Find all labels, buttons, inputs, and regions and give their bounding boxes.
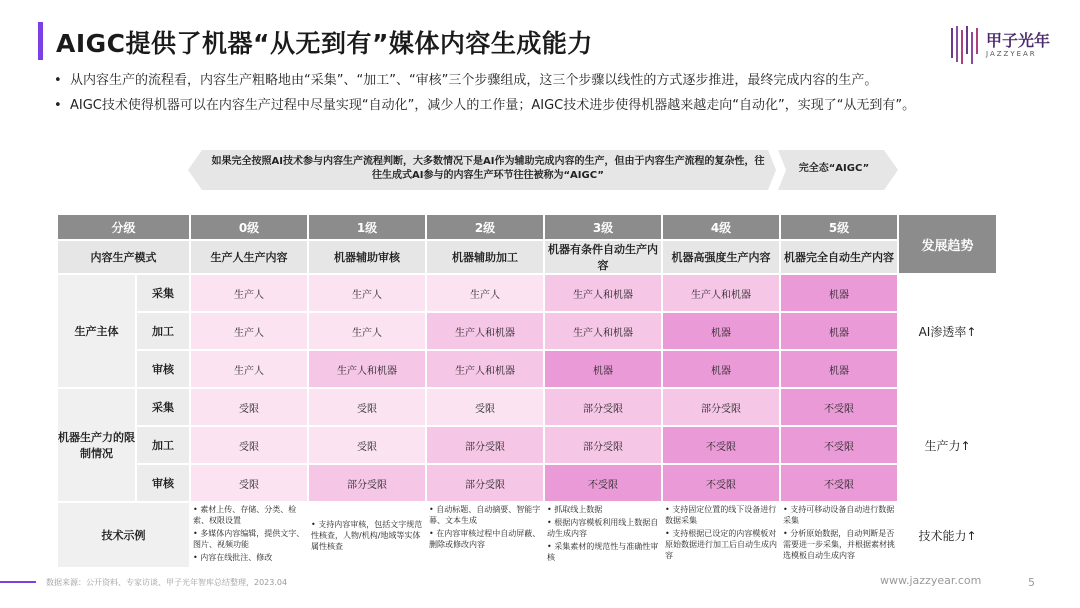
table-cell: 生产人 xyxy=(191,313,307,349)
step-label: 审核 xyxy=(137,465,189,501)
tech-item: • 支持根据已设定的内容模板对原始数据进行加工后自动生成内容 xyxy=(665,529,777,560)
tech-item: • 内容在线批注、修改 xyxy=(193,553,273,562)
page-title: AIGC提供了机器“从无到有”媒体内容生成能力 xyxy=(56,29,593,58)
bullet-text: AIGC技术使得机器可以在内容生产过程中尽量实现“自动化”，减少人的工作量；AIGC技术进步使得机器越来越走向“自动化”，实现了“从无到有”。 xyxy=(70,98,916,113)
level-header: 2级 xyxy=(427,215,543,239)
table-cell: 部分受限 xyxy=(663,389,779,425)
tech-item: • 根据内容模板利用线上数据自动生成内容 xyxy=(547,518,659,538)
table-cell: 受限 xyxy=(309,389,425,425)
mode-cell: 机器高强度生产内容 xyxy=(663,241,779,273)
tech-item: • 自动标题、自动摘要、智能字幕、文本生成 xyxy=(429,505,541,525)
tech-item: • 在内容审核过程中自动屏蔽、删除或修改内容 xyxy=(429,529,541,549)
footer-url: www.jazzyear.com xyxy=(880,574,982,587)
right-arrow-text: 完全态“AIGC” xyxy=(798,163,870,174)
tech-item: • 支持内容审核，包括文字规范性核查，人物/机构/地域等实体属性核查 xyxy=(311,519,423,551)
step-label: 采集 xyxy=(137,389,189,425)
table-cell: 不受限 xyxy=(545,465,661,501)
table-cell: 生产人 xyxy=(309,275,425,311)
trend-value: 技术能力↑ xyxy=(899,503,996,567)
table-cell: 部分受限 xyxy=(545,389,661,425)
data-source: 数据来源：公开资料、专家访谈、甲子光年智库总结整理，2023.04 xyxy=(46,578,288,587)
step-label: 采集 xyxy=(137,275,189,311)
step-label: 加工 xyxy=(137,427,189,463)
level-header: 1级 xyxy=(309,215,425,239)
table-cell: 生产人和机器 xyxy=(545,313,661,349)
table-cell: 受限 xyxy=(191,389,307,425)
footer-accent-line xyxy=(0,581,36,583)
table-cell: 生产人 xyxy=(427,275,543,311)
table-cell: 不受限 xyxy=(781,465,897,501)
table-cell: 生产人和机器 xyxy=(427,313,543,349)
table-cell: 生产人和机器 xyxy=(545,275,661,311)
level-header: 3级 xyxy=(545,215,661,239)
logo-subtitle: JAZZYEAR xyxy=(986,50,1037,58)
table-cell: 生产人和机器 xyxy=(427,351,543,387)
bullet-dot-icon: • xyxy=(54,98,62,113)
tech-cell xyxy=(191,503,307,567)
trend-value: AI渗透率↑ xyxy=(899,275,996,387)
brand-logo xyxy=(950,24,1060,70)
table-cell: 不受限 xyxy=(781,389,897,425)
aigc-level-table xyxy=(56,213,998,569)
tech-cell xyxy=(781,503,897,567)
corner-header: 分级 xyxy=(58,215,189,239)
range-arrow-right xyxy=(778,150,898,190)
table-cell: 受限 xyxy=(427,389,543,425)
trend-value: 生产力↑ xyxy=(899,389,996,501)
mode-label: 内容生产模式 xyxy=(58,241,189,273)
group-label-subject: 生产主体 xyxy=(58,275,135,387)
table-cell: 生产人 xyxy=(309,313,425,349)
tech-item: • 采集素材的规范性与准确性审核 xyxy=(547,542,659,562)
table-cell: 生产人和机器 xyxy=(309,351,425,387)
tech-cell xyxy=(427,503,543,567)
tech-item: • 分析原始数据，自动判断是否需要进一步采集，并根据素材挑选模板自动生成内容 xyxy=(783,529,895,560)
logo-bars-icon xyxy=(950,24,980,68)
tech-cell xyxy=(545,503,661,567)
table-cell: 部分受限 xyxy=(427,465,543,501)
level-header: 4级 xyxy=(663,215,779,239)
table-cell: 受限 xyxy=(191,465,307,501)
mode-cell: 机器辅助加工 xyxy=(427,241,543,273)
mode-cell: 机器完全自动生产内容 xyxy=(781,241,897,273)
table-cell: 机器 xyxy=(781,313,897,349)
group-label-limit: 机器生产力的限制情况 xyxy=(58,389,135,501)
tech-item: • 支持固定位置的线下设备进行数据采集 xyxy=(665,505,777,525)
level-header: 0级 xyxy=(191,215,307,239)
tech-item: • 支持可移动设备自动进行数据采集 xyxy=(783,505,895,525)
table-cell: 生产人 xyxy=(191,275,307,311)
logo-name: 甲子光年 xyxy=(986,31,1051,50)
table-cell: 机器 xyxy=(663,313,779,349)
table-cell: 部分受限 xyxy=(309,465,425,501)
bullet-list xyxy=(50,72,1050,122)
table-cell: 受限 xyxy=(309,427,425,463)
step-label: 审核 xyxy=(137,351,189,387)
mode-cell: 生产人生产内容 xyxy=(191,241,307,273)
table-cell: 生产人和机器 xyxy=(663,275,779,311)
level-header: 5级 xyxy=(781,215,897,239)
bullet-item xyxy=(50,72,1050,90)
mode-cell: 机器辅助审核 xyxy=(309,241,425,273)
page-number: 5 xyxy=(1028,576,1035,589)
table-cell: 机器 xyxy=(545,351,661,387)
table-cell: 受限 xyxy=(191,427,307,463)
tech-cell xyxy=(663,503,779,567)
range-arrow-left xyxy=(188,150,776,190)
table-cell: 部分受限 xyxy=(545,427,661,463)
bullet-dot-icon: • xyxy=(54,73,62,88)
tech-item: • 多媒体内容编辑，提供文字、图片、视频功能 xyxy=(193,529,305,549)
mode-cell: 机器有条件自动生产内容 xyxy=(545,241,661,273)
table-cell: 机器 xyxy=(781,351,897,387)
tech-item: • 抓取线上数据 xyxy=(547,505,603,514)
table-cell: 机器 xyxy=(781,275,897,311)
table-cell: 机器 xyxy=(663,351,779,387)
bullet-text: 从内容生产的流程看，内容生产粗略地由“采集”、“加工”、“审核”三个步骤组成，这三个步骤以线性的方式逐步推进，最终完成内容的生产。 xyxy=(70,73,878,88)
tech-label: 技术示例 xyxy=(58,503,189,567)
step-label: 加工 xyxy=(137,313,189,349)
trend-header: 发展趋势 xyxy=(899,215,996,273)
table-cell: 不受限 xyxy=(663,465,779,501)
table-cell: 不受限 xyxy=(663,427,779,463)
tech-item: • 素材上传、存储、分类、检索、权限设置 xyxy=(193,505,297,525)
table-cell: 部分受限 xyxy=(427,427,543,463)
tech-cell xyxy=(309,503,425,567)
table-cell: 生产人 xyxy=(191,351,307,387)
left-arrow-text: 如果完全按照AI技术参与内容生产流程判断，大多数情况下是AI作为辅助完成内容的生产，但由于内容生产流程的复杂性，往往生成式AI参与的内容生产环节往往被称为“AIGC” xyxy=(211,156,765,181)
table-cell: 不受限 xyxy=(781,427,897,463)
title-accent-bar xyxy=(38,22,43,60)
bullet-item xyxy=(50,97,1050,115)
